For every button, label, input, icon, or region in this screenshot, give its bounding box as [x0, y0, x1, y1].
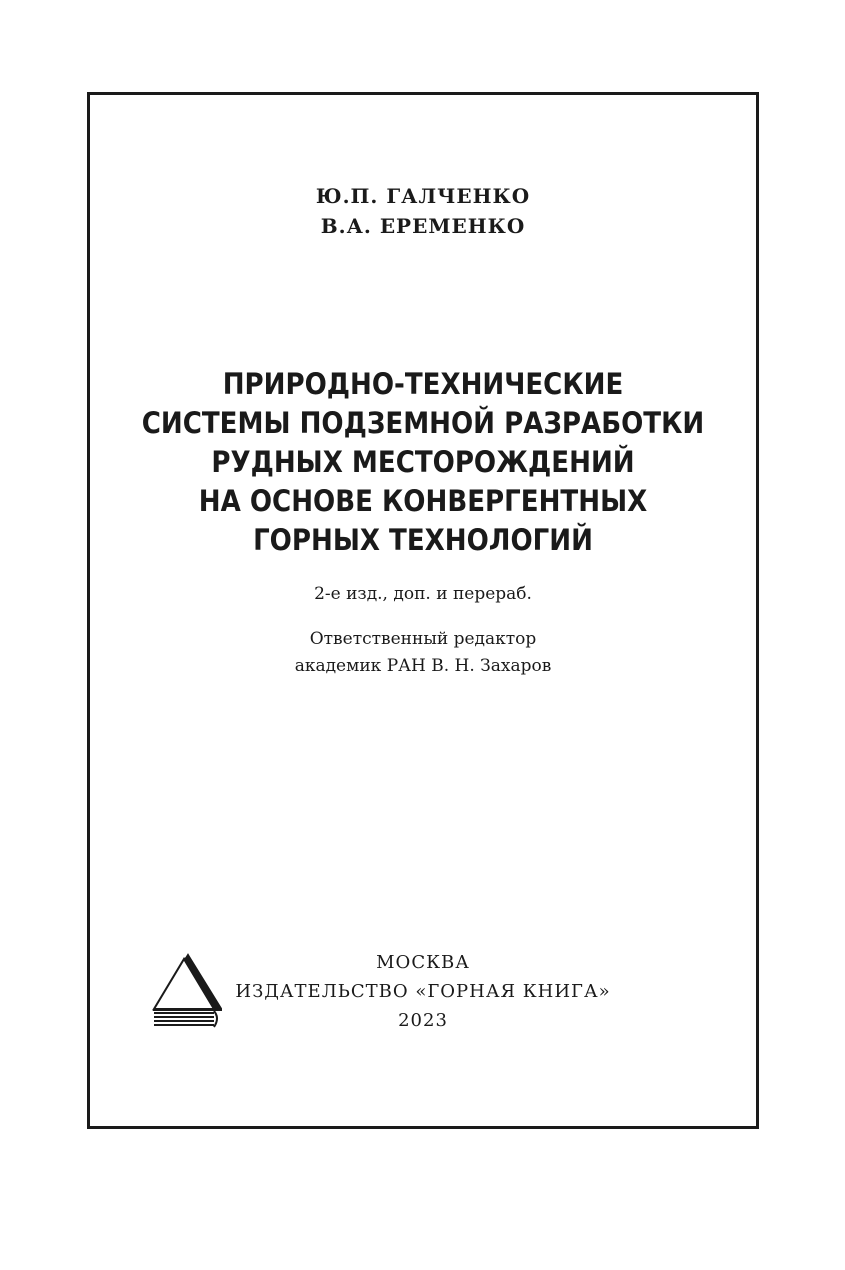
authors [90, 181, 756, 241]
title-page-frame [87, 92, 759, 1129]
editor-role: Ответственный редактор [309, 629, 537, 649]
responsible-editor [90, 626, 756, 680]
edition-note: 2-е изд., доп. и перераб. [314, 584, 532, 604]
title-line-3: РУДНЫХ МЕСТОРОЖДЕНИЙ [211, 445, 635, 479]
title-line-5: ГОРНЫХ ТЕХНОЛОГИЙ [253, 523, 593, 557]
author-1: Ю.П. ГАЛЧЕНКО [315, 184, 531, 208]
title-line-1: ПРИРОДНО-ТЕХНИЧЕСКИЕ [222, 367, 624, 401]
editor-name: академик РАН В. Н. Захаров [294, 656, 552, 676]
imprint [90, 948, 756, 1035]
author-2: В.А. ЕРЕМЕНКО [320, 214, 526, 238]
title-line-4: НА ОСНОВЕ КОНВЕРГЕНТНЫХ [198, 484, 648, 518]
imprint-year: 2023 [398, 1010, 448, 1031]
book-title [100, 365, 746, 560]
title-line-2: СИСТЕМЫ ПОДЗЕМНОЙ РАЗРАБОТКИ [141, 406, 705, 440]
imprint-publisher: ИЗДАТЕЛЬСТВО «ГОРНАЯ КНИГА» [235, 981, 611, 1002]
imprint-city: МОСКВА [376, 952, 470, 973]
